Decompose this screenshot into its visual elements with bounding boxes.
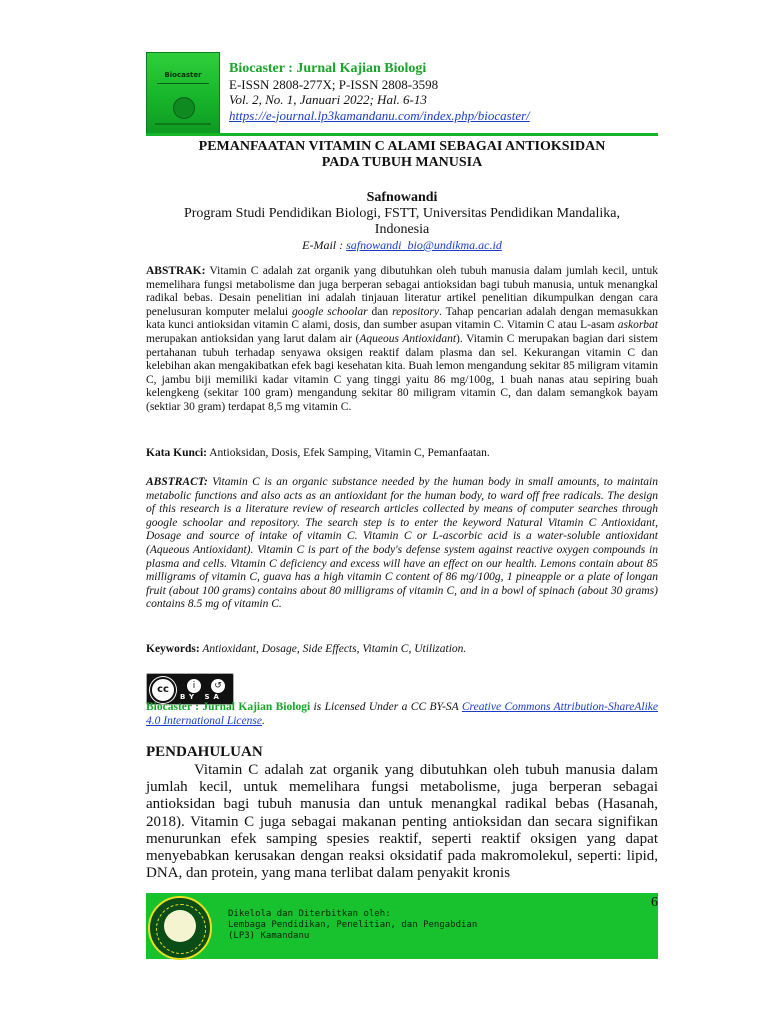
journal-title: Biocaster : Jurnal Kajian Biologi: [229, 61, 427, 76]
affiliation-line: Program Studi Pendidikan Biologi, FSTT, Universitas Pendidikan Mandalika,: [183, 206, 621, 221]
abstract-label: ABSTRAK:: [146, 265, 206, 277]
cc-icon: cc: [150, 677, 176, 703]
abstract-indonesian: [146, 265, 658, 415]
abstract-italic-term: askorbat: [617, 319, 658, 332]
abstract-label: ABSTRACT:: [146, 476, 208, 488]
affiliation-line: Indonesia: [374, 221, 430, 237]
cover-title: Biocaster: [164, 71, 202, 79]
page-number: 6: [651, 895, 658, 910]
keywords-label: Kata Kunci:: [146, 447, 208, 459]
publisher-line: Dikelola dan Diterbitkan oleh:: [228, 909, 391, 919]
journal-url-link[interactable]: https://e-journal.lp3kamandanu.com/index.php/biocaster/: [229, 107, 530, 123]
keywords-english: [146, 643, 658, 657]
email-link[interactable]: safnowandi_bio@undikma.ac.id: [346, 238, 502, 252]
author-affiliation: [146, 206, 658, 237]
keywords-label: Keywords:: [146, 643, 200, 655]
attribution-icon: i: [186, 678, 202, 694]
author-email: [146, 238, 658, 253]
license-end: .: [261, 715, 265, 727]
abstract-text: dan: [367, 305, 393, 318]
keywords-text: Antioxidant, Dosage, Side Effects, Vitamin C, Utilization.: [199, 643, 467, 655]
keywords-indonesian: [146, 447, 658, 461]
license-statement: [146, 700, 658, 728]
license-journal-name: Biocaster : Jurnal Kajian Biologi: [146, 701, 311, 713]
article-title-line: PADA TUBUH MANUSIA: [321, 155, 483, 170]
abstract-english: [146, 476, 658, 612]
publisher-logo-icon: [148, 896, 212, 960]
cover-emblem-icon: [173, 97, 195, 119]
journal-volume: Vol. 2, No. 1, Januari 2022; Hal. 6-13: [229, 92, 427, 107]
cover-band: [155, 123, 211, 125]
publisher-info: [228, 909, 477, 942]
journal-cover-image: [146, 52, 220, 135]
abstract-text: ). Vitamin C merupakan bagian dari sistem pertahanan tubuh terhadap senyawa oksigen reaktif dalam plasma dan sel. Kekurangan vitamin C dan kelebihan akan mengakibatkan efek bagi kesehatan kita. Buah lemon mengandung sekitar 85 miligram vitamin C, jambu biji memiliki kadar vitamin C yang tinggi yaitu 86 mg/100g, 1 buah nanas atau sepiring buah kelengkeng (sekitar 100 gram) mengandung sekitar 80 miligram vitamin C, dan dalam semangkok bayam (sektiar 30 gram) terdapat 8,5 mg vitamin C.: [146, 332, 658, 413]
article-title: [146, 139, 658, 171]
author-name: Safnowandi: [366, 190, 438, 205]
abstract-italic-term: Aqueous Antioxidant: [359, 332, 457, 345]
badge-labels: BY SA: [180, 693, 223, 701]
section-heading: PENDAHULUAN: [146, 744, 263, 760]
body-paragraph: Vitamin C adalah zat organik yang dibutuhkan oleh tubuh manusia dalam jumlah kecil, untuk memelihara fungsi metabolisme, juga berperan sebagai antioksidan bagi tubuh manusia dan untuk menangkal radikal bebas (Hasanah, 2018). Vitamin C juga sebagai makanan penting antioksidan dan secara signifikan menurunkan efek samping spesies reaktif, seperti reaktif oksigen yang dapat menyebabkan kerusakan dengan reaksi oksidatif pada makromolekul, seperti: lipid, DNA, dan protein, yang mana terlibat dalam penyakit kronis: [146, 762, 658, 882]
cover-divider: [157, 83, 209, 84]
abstract-italic-term: google schoolar: [292, 305, 368, 318]
keywords-text: Antioksidan, Dosis, Efek Samping, Vitamin C, Pemanfaatan.: [207, 447, 490, 459]
page-footer: [146, 893, 658, 959]
article-title-line: PEMANFAATAN VITAMIN C ALAMI SEBAGAI ANTIOKSIDAN: [198, 139, 606, 154]
publisher-line: Lembaga Pendidikan, Penelitian, dan Pengabdian: [228, 920, 478, 930]
journal-info: [229, 61, 530, 123]
share-alike-icon: ↺: [210, 678, 226, 694]
license-link[interactable]: Creative Commons Attribution-ShareAlike 4.0 International License: [146, 701, 658, 727]
license-text: is Licensed Under a CC BY-SA: [310, 701, 462, 713]
abstract-text: merupakan antioksidan yang larut dalam air (: [146, 332, 360, 345]
header-rule: [146, 133, 658, 136]
abstract-text: Vitamin C is an organic substance needed by the human body in small amounts, to maintain metabolic functions and also acts as an antioxidant for the human body, to ward off free radicals. The design of this research is a literature review of research articles collected by means of computer searches through google schoolar and repository. The search step is to enter the keyword Natural Vitamin C Antioxidant, Dosage and source of intake of vitamin C. Vitamin C or L-ascorbic acid is a water-soluble antioxidant (Aqueous Antioxidant). Vitamin C is part of the body's defense system against reactive oxygen compounds in plasma and cells. Vitamin C deficiency and excess will have an effect on our health. Lemons contain about 85 milligrams of vitamin C, guava has a high vitamin C content of 86 mg/100g, 1 pineapple or a plate of longan fruit (about 100 grams) contains about 80 milligrams of vitamin C, and in a bowl of spinach (about 30 grams) contains 8.5 mg of vitamin C.: [146, 476, 658, 611]
publisher-line: (LP3) Kamandanu: [228, 931, 310, 941]
abstract-italic-term: repository: [392, 305, 439, 318]
abstract-text: . Tahap pencarian adalah dengan memasukkan kata kunci antioksidan vitamin C alami, dosis, dan sumber asupan vitamin C. Vitamin C atau L-asam: [146, 305, 658, 332]
email-label: E-Mail :: [302, 238, 347, 252]
abstract-text: Vitamin C adalah zat organik yang dibutuhkan oleh tubuh manusia dalam jumlah kecil, untuk memelihara fungsi metabolisme dan juga berperan sebagai antioksidan bagi tubuh manusia, untuk menangkal radikal bebas. Desain penelitian ini adalah tinjauan literatur artikel penelitian dikumpulkan dengan cara penelusuran komputer melalui: [146, 265, 658, 318]
section-body: [146, 762, 658, 882]
logo-center: [164, 910, 196, 942]
journal-issn: E-ISSN 2808-277X; P-ISSN 2808-3598: [229, 76, 439, 92]
